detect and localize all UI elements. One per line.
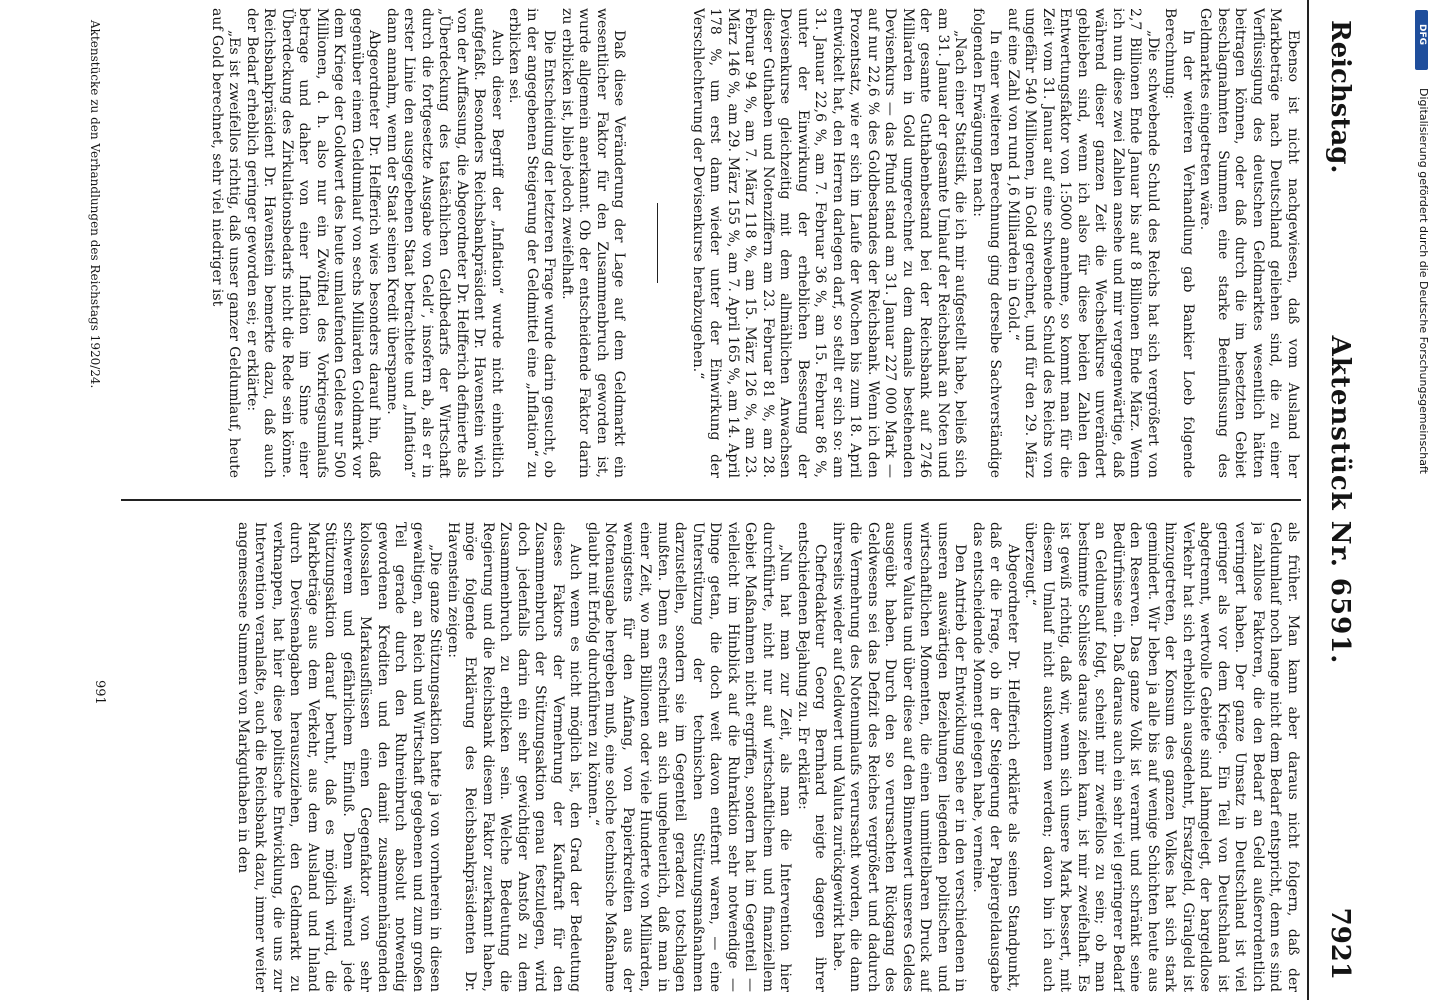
paragraph: „Die schwebende Schuld des Reichs hat sich vergrößert von 2,7 Billionen Ende Januar bis auf 8 Billionen Ende März. Wenn ich nun diese zwei Zahlen ansehe und mir vergegenwärtige, daß während dieser ganzen Zeit die Wechselkurse unverändert geblieben sind, wenn ich also für diese beiden Zahlen den Entwertungsfaktor von 1:5000 annehme, so kommt man für die Zeit vom 31. Januar auf eine schwebende Schuld des Reichs von ungefähr 540 Millionen, in Gold gerechnet, und für den 29. März auf eine Zahl von rund 1,6 Milliarden in Gold.“ — [1005, 8, 1161, 478]
right-column — [111, 522, 1301, 992]
header-document-number: Aktenstück Nr. 6591. — [1325, 335, 1355, 665]
dfg-logo — [1415, 10, 1428, 70]
paragraph: als früher. Man kann aber daraus nicht folgern, daß der Geldumlauf noch lange nicht dem Bedarf entspricht, denn es sind ja zahllose Faktoren, die den Bedarf an Geld außerordentlich verringert haben. Der ganze Umsatz in Deutschland ist viel geringer als vor dem Kriege. Ein Teil von Deutschland ist abgetrennt, wertvolle Gebiete sind lahmgelegt, der bargeldlose Verkehr hat sich erheblich ausgedehnt, Ersatzgeld, Giralgeld ist hinzugetreten, der Konsum des ganzen Volkes hat sich stark gemindert. Wir leben ja alle bis auf wenige Schichten heute aus den Reserven. Das ganze Volk ist verarmt und schränkt seine Bedürfnisse ein. Daß daraus auch ein sehr viel geringerer Bedarf an Geldumlauf folgt, scheint mir zweifellos zu sein; ob man bestimmte Schlüsse daraus ziehen kann, ist mir zweifelhaft. Es ist gewiß richtig, daß wir, wenn sich unsere Mark bessert, mit diesem Umlauf nicht auskommen werden; davon bin ich auch überzeugt.“ — [1022, 522, 1301, 992]
paragraph: Ebenso ist nicht nachgewiesen, daß vom Ausland her Markbeträge nach Deutschland geliehen sind, die zu einer Verflüssigung des deutschen Geldmarktes wesentlich hätten beitragen können, oder daß durch die im besetzten Gebiet beschlagnahmten Summen eine starke Beeinflussung des Geldmarktes eingetreten wäre. — [1197, 8, 1301, 478]
paragraph: Die Entscheidung der letzteren Frage wurde darin gesucht, ob in der angegebenen Steigerung der Geldmittel eine „Inflation“ zu erblicken sei. — [506, 8, 558, 478]
rotated-document-page — [67, 0, 1367, 1000]
header-reichstag: Reichstag. — [1325, 20, 1355, 174]
paragraph: Abgeordneter Dr. Helfferich erklärte als seinen Standpunkt, daß er die Frage, ob in der Steigerung der Papiergeldausgabe das entscheidende Moment gelegen habe, verneine. — [970, 522, 1021, 992]
paragraph: Abgeordneter Dr. Helfferich wies besonders darauf hin, daß gegenüber einem Geldumlauf von sechs Milliarden Goldmark vor dem Kriege der Goldwert des heute umlaufenden Geldes nur 500 Millionen, d. h. also nur ein Zwölftel des Vorkriegsumlaufs betrage und daher von einer Inflation im Sinne einer Überdeckung des Zirkulationsbedarfs nicht die Rede sein könne. Reichsbankpräsident Dr. Havenstein bemerkte dazu, daß auch der Bedarf erheblich geringer geworden sei; er erklärte: — [244, 8, 383, 478]
paragraph: „Die ganze Stützungsaktion hatte ja von vornherein in diesen gewaltigen, an Reich und Wirtschaft gegebenen und zum großen Teil gerade durch den Ruhreinbruch absolut notwendig gewordenen Krediten und den damit zusammenhängenden kolossalen Markausflüssen einen Gegenfaktor von sehr schwerem und gefährlichem Einfluß. Denn während jede Stützungsaktion darauf beruht, daß es möglich wird, die Markbeträge aus dem Verkehr, aus dem Ausland und Inland durch Devisenabgaben herauszuziehen, den Geldmarkt zu verknappen, hat hier diese politische Entwicklung, die uns zur Intervention veranlaßte, auch die Reichsbank dazu, immer weiter angemessene Summen von Markguthaben in den — [235, 522, 444, 992]
paragraph: Daß diese Veränderung der Lage auf dem Geldmarkt ein wesentlicher Faktor für den Zusammenbruch geworden ist, wurde allgemein anerkannt. Ob der entscheidende Faktor darin zu erblicken ist, blieb jedoch zweifelhaft. — [559, 8, 628, 478]
column-divider — [121, 499, 1301, 501]
paragraph: In einer weiteren Berechnung ging derselbe Sachverständige folgenden Erwägungen nach: — [970, 8, 1004, 478]
left-column — [111, 8, 1301, 478]
page-header — [1305, 0, 1355, 1000]
paragraph: Chefredakteur Georg Bernhard neigte dagegen ihrer entschiedenen Bejahung zu. Er erklärte: — [795, 522, 829, 992]
digitization-credit: Digitalisierung gefördert durch die Deutsche Forschungsgemeinschaft — [1417, 88, 1430, 474]
digitization-sidebar — [1412, 8, 1432, 992]
footer-sheet-number: 991 — [92, 680, 107, 705]
paragraph: „Nach einer Statistik, die ich mir aufgestellt habe, beließ sich am 31. Januar der gesamte Umlauf der Reichsbank an Noten und der gesamte Guthabenbestand bei der Reichsbank auf 2746 Milliarden in Gold umgerechnet zu dem damals bestehenden Devisenkurs — das Pfund stand am 31. Januar 227 000 Mark — auf nur 22,6 % des Goldbestandes der Reichsbank. Wenn ich den Prozentsatz, wie er sich im Laufe der Wochen bis zum 18. April entwickelt hat, den Herren darlegen darf, so stellt er sich so: am 31. Januar 22,6 %, am 7. Februar 36 %, am 15. Februar 86 %, unter der Einwirkung der erheblichen Besserung der Devisenkurse gleichzeitig mit dem allmählichen Anwachsen dieser Guthaben und Notenziffern am 23. Februar 81 %, am 28. Februar 94 %, am 7. März 118 %, am 15. März 126 %, am 23. März 146 %, am 29. März 155 %, am 7. April 165 %, am 14. April 178 %, um erst dann wieder unter der Einwirkung der Verschlechterung der Devisenkurse herabzugehen.“ — [690, 8, 969, 478]
header-page-number: 7921 — [1325, 907, 1355, 980]
paragraph: Auch dieser Begriff der „Inflation“ wurde nicht einheitlich aufgefaßt. Besonders Reichsbankpräsident Dr. Havenstein wich von der Auffassung, die Abgeordneter Dr. Helfferich definierte als „Überdeckung des tatsächlichen Geldbedarfs der Wirtschaft durch die fortgesetzte Ausgabe von Geld“, insofern ab, als er in erster Linie den ausgegebenen Staat betrachtete und „Inflation“ dann annahm, wenn der Staat seinen Kredit überspanne. — [384, 8, 505, 478]
paragraph: Den Antrieb der Entwicklung sehe er in den verschiedenen in unseren auswärtigen Beziehungen liegenden politischen und wirtschaftlichen Momenten, die einen unmittelbaren Druck auf unsere Valuta und über diese auf den Binnenwert unseres Geldes ausgeübt haben. Durch den so verursachten Rückgang des Geldwesens sei das Defizit des Reiches vergrößert und dadurch die Vermehrung des Notenumlaufs verursacht worden, die dann ihrerseits wieder auf Geldwert und Valuta zurückgewirkt habe. — [830, 522, 969, 992]
section-divider — [658, 203, 659, 283]
paragraph: „Es ist zweifellos richtig, daß unser ganzer Geldumlauf, heute auf Gold berechnet, sehr viel niedriger ist — [209, 8, 243, 478]
paragraph: Auch wenn es nicht möglich ist, den Grad der Bedeutung dieses Faktors der Vermehrung der Kaufkraft für den Zusammenbruch der Stützungsaktion genau festzulegen, wird doch jedenfalls darin ein sehr gewichtiger Anstoß zu dem Zusammenbruch zu erblicken sein. Welche Bedeutung die Regierung und die Reichsbank diesem Faktor zuerkannt haben, möge folgende Erklärung des Reichsbankpräsidenten Dr. Havenstein zeigen: — [445, 522, 584, 992]
paragraph: „Nun hat man zur Zeit, als man die Intervention hier durchführte, nicht nur auf wirtschaftlichem und finanziellem Gebiet Maßnahmen nicht ergriffen, sondern hat im Gegenteil — vielleicht im Hinblick auf die Ruhraktion sehr notwendige — Dinge getan, die doch weit davon entfernt waren, — eine Unterstützung der technischen Stützungsmaßnahmen darzustellen, sondern sie im Gegenteil geradezu totschlagen mußten. Denn es erscheint an sich ungeheuerlich, daß man in einer Zeit, wo man Billionen oder viele Hunderte von Milliarden, wenigstens für den Anfang, von Papierkrediten aus der Notenausgabe hergeben muß, eine solche technische Maßnahme glaubt mit Erfolg durchführen zu können.“ — [585, 522, 794, 992]
footer-series-title: Aktenstücke zu den Verhandlungen des Reichstags 1920/24. — [88, 20, 102, 389]
header-rule — [1307, 0, 1309, 1000]
dfg-logo-text: DFG — [1417, 24, 1427, 46]
paragraph: In der weiteren Verhandlung gab Bankier Loeb folgende Berechnung: — [1162, 8, 1196, 478]
